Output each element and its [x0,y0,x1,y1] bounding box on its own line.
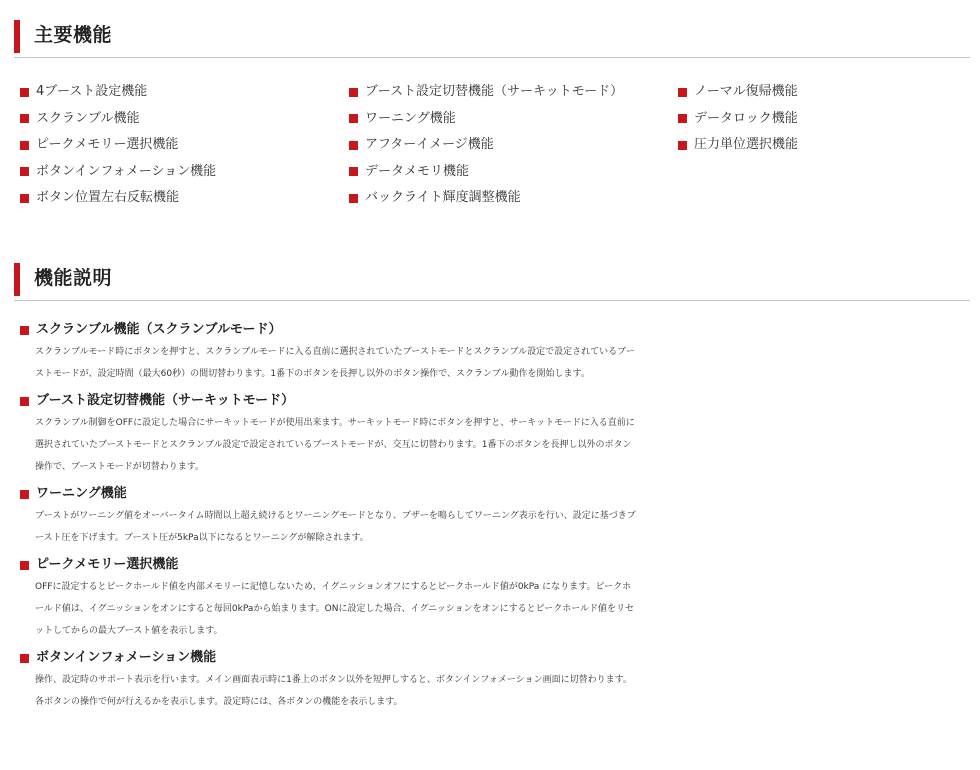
feature-item: ワーニング機能 [349,106,623,133]
feature-list [20,79,960,219]
feature-item: データメモリ機能 [349,159,623,186]
description-item-body: スクランブルモード時にボタンを押すと、スクランブルモードに入る直前に選択されていたブーストモードとスクランブル設定で設定されているブー ストモードが、設定時間（最大60秒）の間切替わります。1番下のボタンを長押し以外のボタン操作で、スクランブル動作を開始します。 [35,347,635,379]
bullet-square-icon [20,167,29,176]
bullet-square-icon [20,88,29,97]
bullet-square-icon [20,194,29,203]
feature-item: データロック機能 [678,106,798,133]
bullet-square-icon [678,141,687,150]
bullet-square-icon [349,194,358,203]
bullet-square-icon [20,326,29,335]
description-item-body: ブーストがワーニング値をオーバータイム時間以上超え続けるとワーニングモードとなり、ブザーを鳴らしてワーニング表示を行い、設定に基づきブ ースト圧を下げます。ブースト圧が5kPa以下になるとワーニングが解除されます。 [35,511,636,543]
description-item-title: ワーニング機能 [36,486,127,501]
description-item [20,554,968,642]
description-item-title: ブースト設定切替機能（サーキットモード） [36,393,295,408]
bullet-square-icon [20,490,29,499]
description-item-title: スクランブル機能（スクランブルモード） [36,322,282,337]
feature-item: スクランブル機能 [20,106,216,133]
bullet-square-icon [20,141,29,150]
section-accent-bar [14,20,20,53]
feature-item: ピークメモリー選択機能 [20,132,216,159]
description-header [14,253,970,301]
description-item [20,390,968,478]
main-features-header [14,10,970,58]
bullet-square-icon [20,397,29,406]
bullet-square-icon [349,88,358,97]
description-item-body: スクランブル制御をOFFに設定した場合にサーキットモードが使用出来ます。サーキットモード時にボタンを押すと、サーキットモードに入る直前に 選択されていたブーストモードとスクランブル設定で設定されているブーストモードが、交互に切替わります。1番下のボタンを長押し以外のボタン 操作で、ブーストモードが切替わります。 [35,418,635,472]
description-item [20,483,968,549]
feature-item: アフターイメージ機能 [349,132,623,159]
feature-item: 圧力単位選択機能 [678,132,798,159]
description-item-body: OFFに設定するとピークホールド値を内部メモリーに記憶しないため、イグニッションオフにするとピークホールド値が0kPa になります。ピークホ ールド値は、イグニッションをオンにすると毎回0kPaから始まります。ONに設定した場合、イグニッションをオンにするとピークホールド値をリセ ットしてからの最大ブースト値を表示します。 [35,582,634,636]
bullet-square-icon [20,114,29,123]
bullet-square-icon [349,167,358,176]
bullet-square-icon [20,654,29,663]
bullet-square-icon [20,561,29,570]
bullet-square-icon [678,88,687,97]
main-features-title: 主要機能 [34,24,113,46]
description-item-title: ピークメモリー選択機能 [36,557,179,572]
description-item [20,319,968,385]
description-title: 機能説明 [34,267,113,289]
feature-item: ボタンインフォメーション機能 [20,159,216,186]
section-accent-bar [14,263,20,296]
feature-column-2 [349,79,623,212]
description-item [20,647,968,713]
feature-item: ボタン位置左右反転機能 [20,185,216,212]
feature-item: ブースト設定切替機能（サーキットモード） [349,79,623,106]
feature-item: ノーマル復帰機能 [678,79,798,106]
description-list [20,319,968,718]
description-item-body: 操作、設定時のサポート表示を行います。メイン画面表示時に1番上のボタン以外を短押しすると、ボタンインフォメーション画面に切替わります。 各ボタンの操作で何が行えるかを表示します。設定時には、各ボタンの機能を表示します。 [35,675,632,707]
feature-item: バックライト輝度調整機能 [349,185,623,212]
bullet-square-icon [678,114,687,123]
bullet-square-icon [349,141,358,150]
feature-item: 4ブースト設定機能 [20,79,216,106]
feature-column-3 [678,79,798,159]
description-item-title: ボタンインフォメーション機能 [36,650,217,665]
feature-column-1 [20,79,216,212]
bullet-square-icon [349,114,358,123]
